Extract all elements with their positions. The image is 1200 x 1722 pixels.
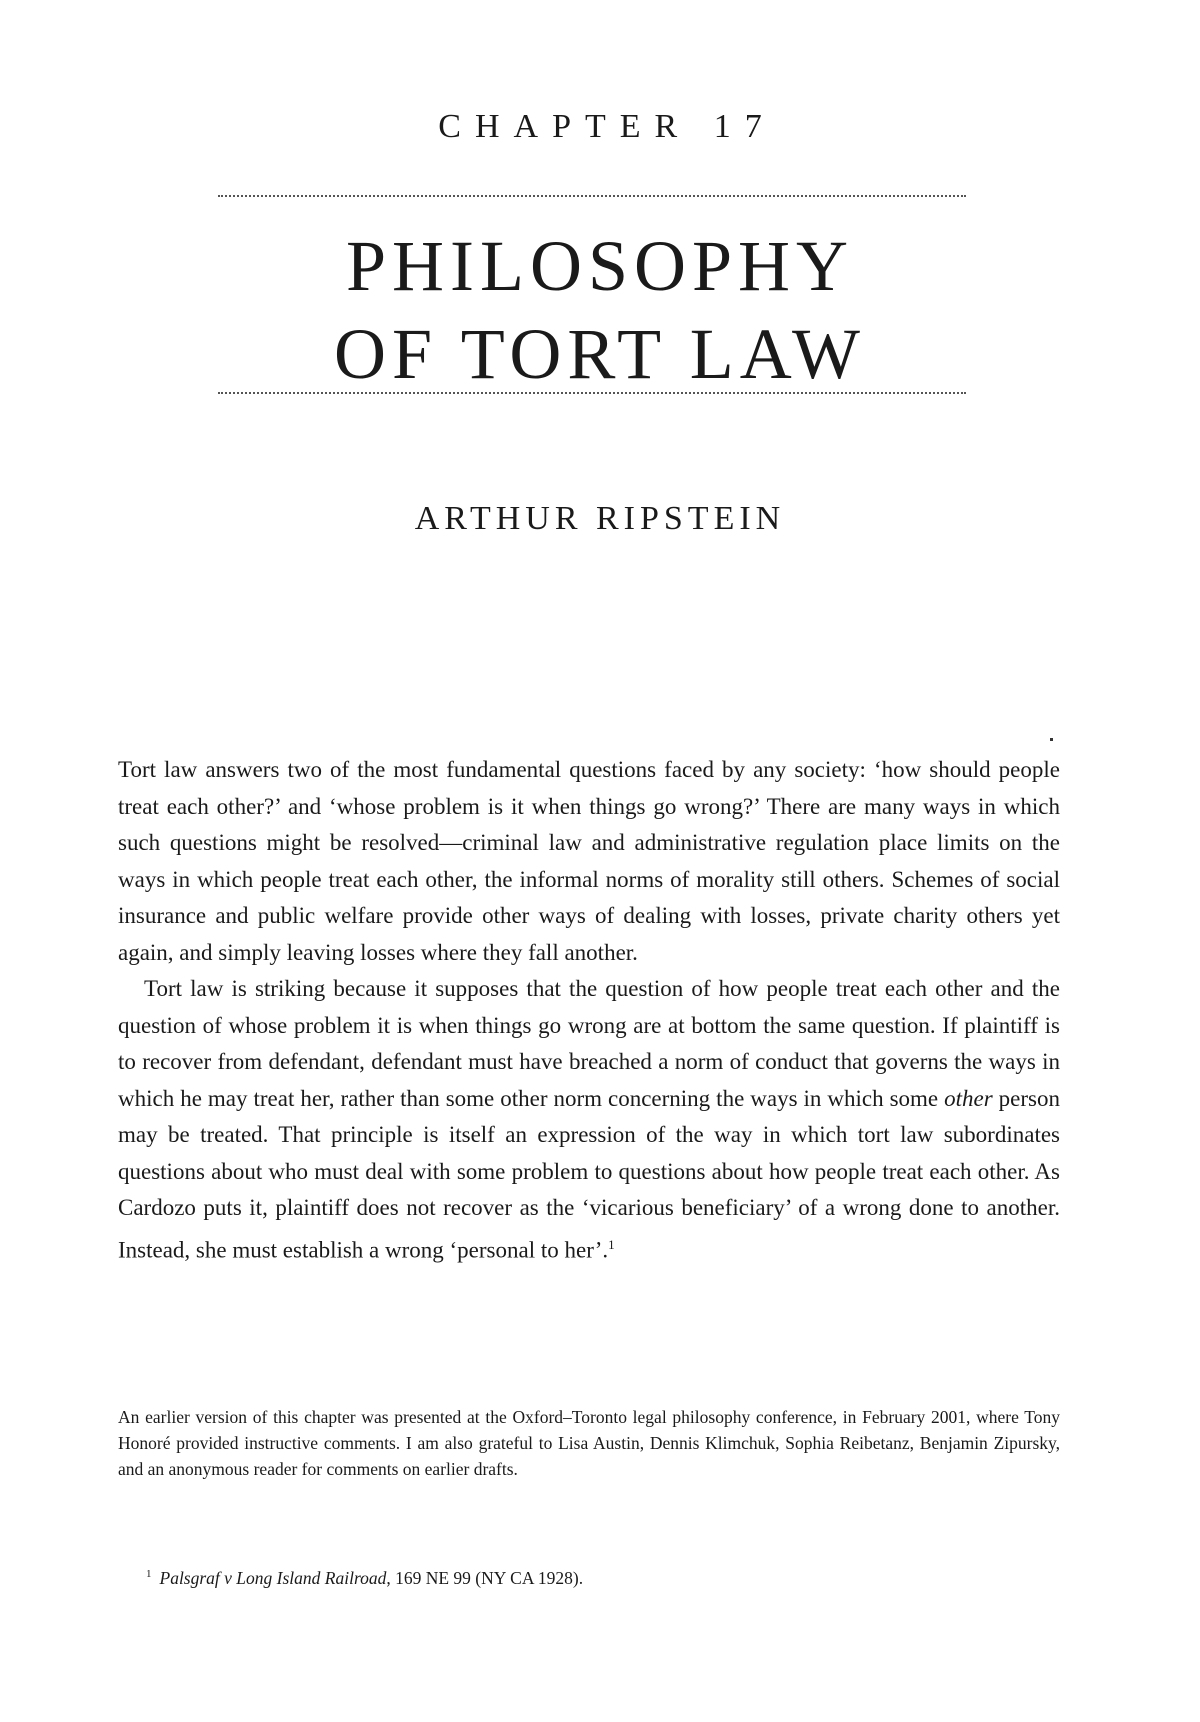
chapter-title	[0, 222, 1200, 398]
speck	[1050, 738, 1053, 741]
top-dotted-rule	[218, 195, 966, 197]
author-name: ARTHUR RIPSTEIN	[414, 500, 786, 537]
footnote-1	[146, 1568, 583, 1589]
paragraph-2	[118, 971, 1060, 1269]
paragraph-1: Tort law answers two of the most fundamental questions faced by any society: ‘how should people treat each other?’ and ‘whose problem is it when things go wrong?’ There are many ways in which such questions might be resolved—criminal law and administrative regulation place limits on the ways in which people treat each other, the informal norms of morality still others. Schemes of social insurance and public welfare provide other ways of dealing with losses, private charity others yet again, and simply leaving losses where they fall another.	[118, 757, 1060, 965]
footnote-ref[interactable]: 1	[608, 1236, 615, 1252]
chapter-label: CHAPTER 17	[438, 108, 776, 145]
title-line-2: OF TORT LAW	[334, 314, 866, 394]
paragraph-2-italic: other	[944, 1085, 993, 1111]
footnote-case: Palsgraf v Long Island Railroad	[159, 1568, 387, 1588]
title-line-1: PHILOSOPHY	[345, 226, 855, 306]
paragraph-2-text-a: Tort law is striking because it supposes that the question of how people treat each other and the question of whose problem it is when things go wrong are at bottom the same question. If plaintiff is to recover from defendant, defendant must have breached a norm of conduct that governs the ways in which he may treat her, rather than some other norm concerning the ways in which some	[118, 976, 1060, 1111]
paragraph-2-text-b: person may be treated. That principle is itself an expression of the way in which tort law subordinates questions about who must deal with some problem to questions about how people treat each other. As Cardozo puts it, plaintiff does not recover as the ‘vicarious beneficiary’ of a wrong done to another. Instead, she must establish a wrong ‘personal to her’.	[118, 1085, 1060, 1263]
acknowledgement-note: An earlier version of this chapter was presented at the Oxford–Toronto legal philosophy conference, in February 2001, where Tony Honoré provided instructive comments. I am also grateful to Lisa Austin, Dennis Klimchuk, Sophia Reibetanz, Benjamin Zipursky, and an anonymous reader for comments on earlier drafts.	[118, 1407, 1060, 1479]
body-text	[118, 752, 1060, 1269]
footnote-citation: , 169 NE 99 (NY CA 1928).	[386, 1568, 584, 1588]
bottom-dotted-rule	[218, 392, 966, 394]
footnote-number: 1	[146, 1568, 152, 1581]
